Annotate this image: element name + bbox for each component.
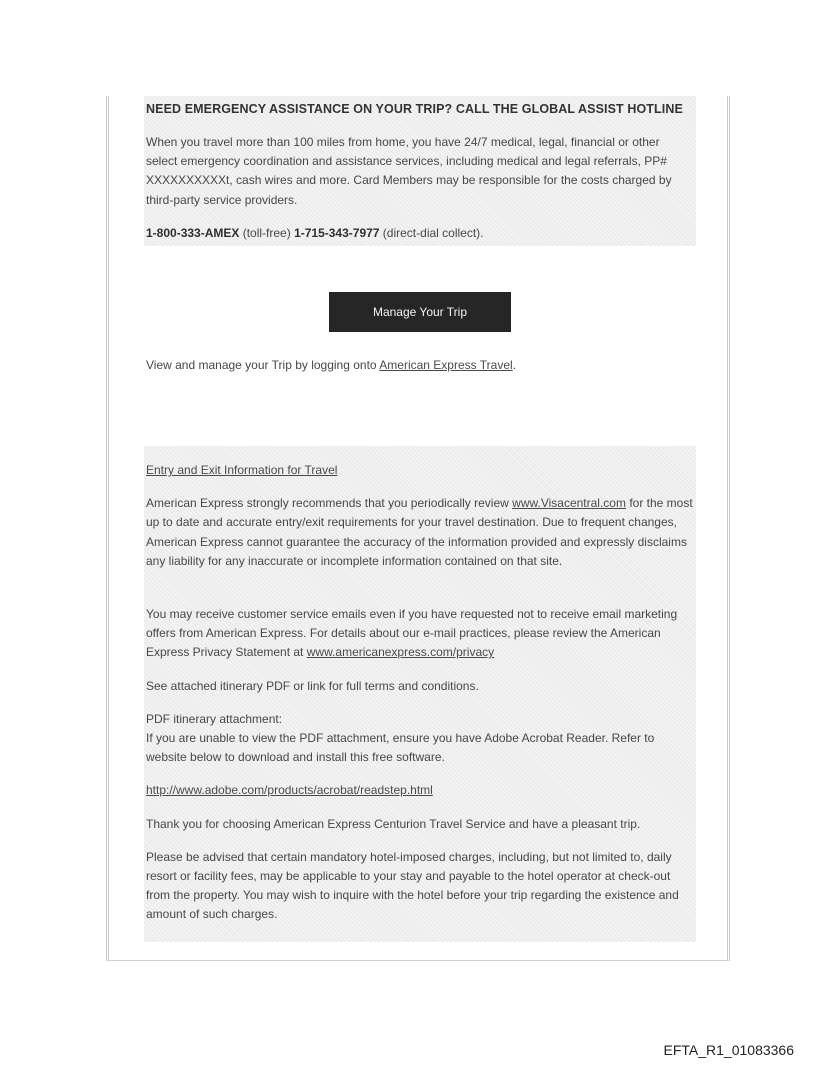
visacentral-link[interactable]: www.Visacentral.com <box>512 496 626 511</box>
adobe-reader-link[interactable]: http://www.adobe.com/products/acrobat/readstep.html <box>146 783 433 798</box>
american-express-travel-link[interactable]: American Express Travel <box>379 358 513 372</box>
hotel-charges-notice: Please be advised that certain mandatory hotel-imposed charges, including, but not limited to, daily resort or facility fees, may be applicable to your stay and payable to the hotel operator at check-out from the property. You may wish to inquire with the hotel before your trip regarding the existence and amount of such charges. <box>146 849 679 922</box>
privacy-notice <box>146 605 694 663</box>
entry-exit-link[interactable]: Entry and Exit Information for Travel <box>146 463 338 477</box>
privacy-text: You may receive customer service emails even if you have requested not to receive email marketing offers from American Express. For details about our e-mail practices, please review the American Express Privacy Statement at <box>146 607 678 660</box>
entry-exit-heading <box>146 461 694 480</box>
terms-note: See attached itinerary PDF or link for full terms and conditions. <box>146 678 479 693</box>
manage-trip-button-wrap <box>329 292 511 332</box>
travel-info-panel <box>144 446 696 942</box>
thank-you-note: Thank you for choosing American Express Centurion Travel Service and have a pleasant trip. <box>146 816 641 831</box>
entry-exit-body <box>146 494 694 571</box>
collect-label: (direct-dial collect). <box>379 225 484 240</box>
emergency-heading: NEED EMERGENCY ASSISTANCE ON YOUR TRIP? CALL THE GLOBAL ASSIST HOTLINE <box>146 102 683 116</box>
tollfree-label: (toll-free) <box>239 225 295 240</box>
entry-exit-text-before: American Express strongly recommends that you periodically review <box>146 496 513 511</box>
pdf-title: PDF itinerary attachment: <box>146 711 283 726</box>
manage-trip-button[interactable]: Manage Your Trip <box>329 292 511 332</box>
hotline-numbers <box>146 224 694 243</box>
entry-exit-text-after: for the most up to date and accurate entry/exit requirements for your travel destination. Due to frequent changes, American Express cannot guarantee the accuracy of the information provided and expressly disclaims any liability for any inaccurate or incomplete information contained on that site. <box>146 496 693 568</box>
privacy-link[interactable]: www.americanexpress.com/privacy <box>306 645 495 660</box>
phone-collect: 1-715-343-7977 <box>294 225 380 240</box>
emergency-body: When you travel more than 100 miles from home, you have 24/7 medical, legal, financial or other select emergency coordination and assistance services, including medical and legal referrals, PP# XXXXXXXXXXt, cash wires and more. Card Members may be responsible for the costs charged by third-party service providers. <box>146 135 672 207</box>
document-id: EFTA_R1_01083366 <box>663 1042 794 1058</box>
manage-text-before: View and manage your Trip by logging onto <box>146 358 380 372</box>
manage-text-after: . <box>512 358 517 372</box>
emergency-panel <box>144 96 696 246</box>
adobe-link-line <box>146 781 694 800</box>
phone-tollfree: 1-800-333-AMEX <box>146 225 240 240</box>
pdf-body: If you are unable to view the PDF attachment, ensure you have Adobe Acrobat Reader. Refer to website below to download and install this free software. <box>146 731 655 765</box>
manage-trip-text <box>146 356 666 375</box>
